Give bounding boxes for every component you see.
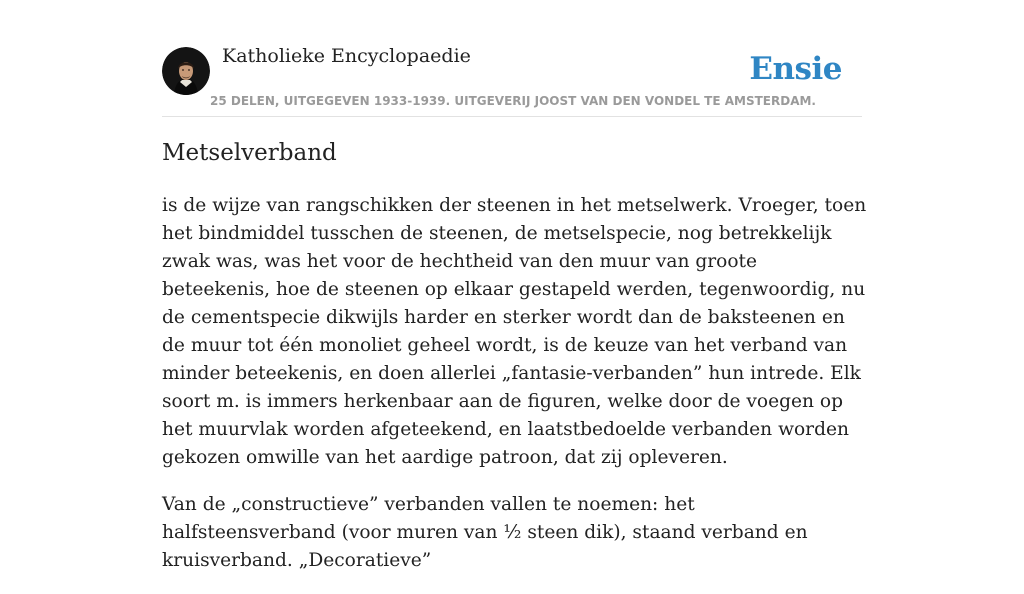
source-subtitle: 25 DELEN, UITGEGEVEN 1933-1939. UITGEVERIJ JOOST VAN DEN VONDEL TE AMSTERDAM. xyxy=(210,94,816,108)
article-paragraph: Van de „constructieve” verbanden vallen te noemen: het halfsteensverband (voor muren van ½ steen dik), staand verband en kruisverband. „Decoratieve” xyxy=(162,494,808,571)
avatar[interactable] xyxy=(162,47,210,95)
article-title: Metselverband xyxy=(162,140,337,166)
article-body xyxy=(162,192,867,594)
brand-logo[interactable]: Ensie xyxy=(749,51,842,87)
source-title[interactable]: Katholieke Encyclopaedie xyxy=(222,45,471,67)
header xyxy=(162,0,862,117)
article-paragraph: is de wijze van rangschikken der steenen in het metselwerk. Vroeger, toen het bindmiddel tusschen de steenen, de metselspecie, nog betrekkelijk zwak was, was het voor de hechtheid van den muur van groote beteekenis, hoe de steenen op elkaar gestapeld werden, tegenwoordig, nu de cementspecie dikwijls harder en sterker wordt dan de baksteenen en de muur tot één monoliet geheel wordt, is de keuze van het verband van minder beteekenis, en doen allerlei „fantasie-verbanden” hun intrede. Elk soort m. is immers herkenbaar aan de figuren, welke door de voegen op het muurvlak worden afgeteekend, en laatstbedoelde verbanden worden gekozen omwille van het aardige patroon, dat zij opleveren. xyxy=(162,195,867,468)
portrait-avatar-icon xyxy=(162,47,210,95)
page xyxy=(162,0,867,571)
